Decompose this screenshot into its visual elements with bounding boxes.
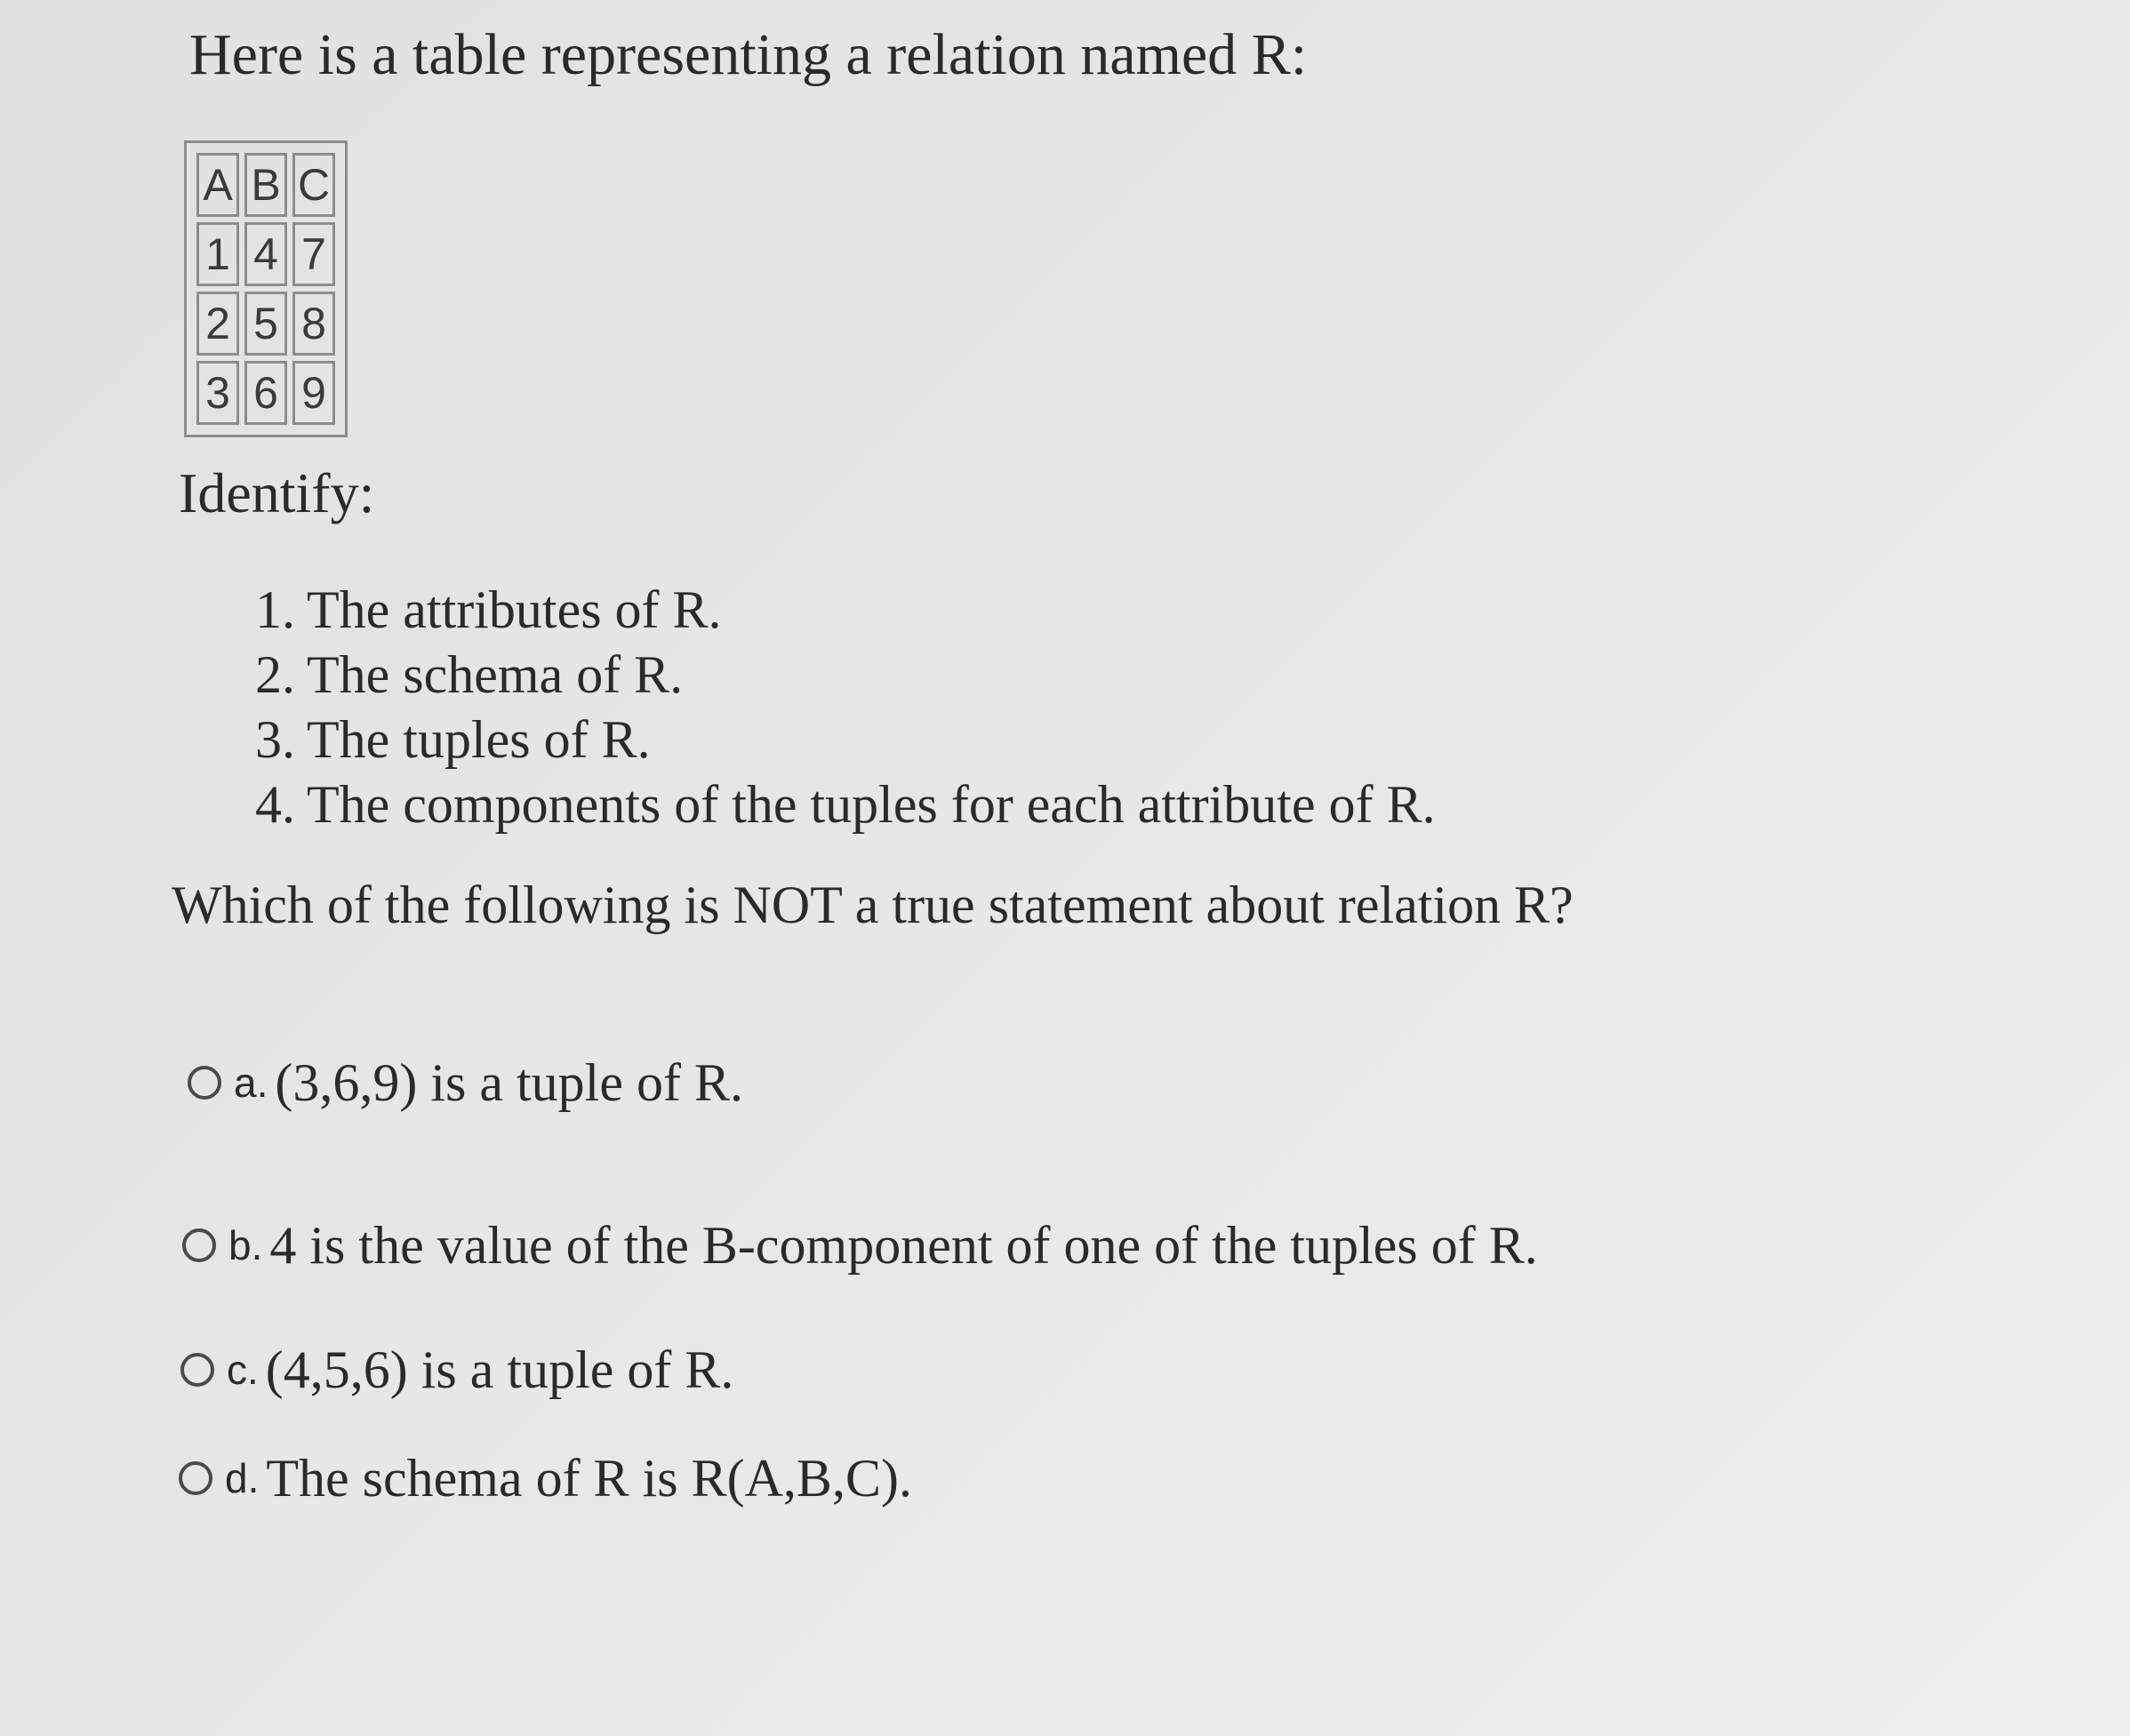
- table-cell: 8: [292, 292, 335, 356]
- task-text: The tuples of R.: [307, 710, 651, 769]
- option-letter: c.: [227, 1346, 259, 1393]
- table-cell: 5: [244, 292, 287, 356]
- table-row: [196, 361, 335, 425]
- option-a[interactable]: [188, 1053, 743, 1112]
- option-text: (3,6,9) is a tuple of R.: [275, 1053, 743, 1112]
- option-text: (4,5,6) is a tuple of R.: [265, 1340, 734, 1399]
- task-number: 3.: [255, 710, 295, 769]
- task-number: 2.: [255, 645, 295, 704]
- header-cell-a: A: [196, 153, 239, 217]
- table-cell: 1: [196, 222, 239, 286]
- option-d[interactable]: [179, 1449, 912, 1508]
- task-list: [255, 578, 1436, 837]
- task-text: The components of the tuples for each attribute of R.: [307, 775, 1436, 834]
- option-c[interactable]: [180, 1340, 733, 1399]
- option-letter: a.: [234, 1059, 268, 1106]
- radio-button-d[interactable]: [179, 1461, 212, 1495]
- list-item: [255, 578, 1436, 643]
- header-cell-c: C: [292, 153, 335, 217]
- option-text: The schema of R is R(A,B,C).: [266, 1449, 912, 1508]
- relation-table: [184, 140, 348, 437]
- table-cell: 4: [244, 222, 287, 286]
- task-text: The attributes of R.: [307, 580, 722, 639]
- identify-label: Identify:: [179, 461, 375, 524]
- list-item: [255, 708, 1436, 772]
- radio-button-b[interactable]: [182, 1228, 216, 1262]
- option-letter: b.: [228, 1221, 263, 1268]
- task-number: 4.: [255, 775, 295, 834]
- option-letter: d.: [225, 1454, 260, 1501]
- option-b[interactable]: [182, 1216, 1538, 1275]
- table-cell: 6: [244, 361, 287, 425]
- table-cell: 3: [196, 361, 239, 425]
- task-text: The schema of R.: [307, 645, 684, 704]
- table-header-row: [196, 153, 335, 217]
- table-cell: 9: [292, 361, 335, 425]
- list-item: [255, 643, 1436, 708]
- list-item: [255, 772, 1436, 837]
- header-cell-b: B: [244, 153, 287, 217]
- question-text: Which of the following is NOT a true statement about relation R?: [172, 876, 1573, 934]
- radio-button-c[interactable]: [180, 1353, 214, 1387]
- intro-text: Here is a table representing a relation named R:: [189, 22, 1308, 87]
- task-number: 1.: [255, 580, 295, 639]
- table-row: [196, 292, 335, 356]
- table-row: [196, 222, 335, 286]
- table-cell: 7: [292, 222, 335, 286]
- radio-button-a[interactable]: [188, 1066, 221, 1100]
- table-cell: 2: [196, 292, 239, 356]
- option-text: 4 is the value of the B-component of one of the tuples of R.: [269, 1216, 1538, 1275]
